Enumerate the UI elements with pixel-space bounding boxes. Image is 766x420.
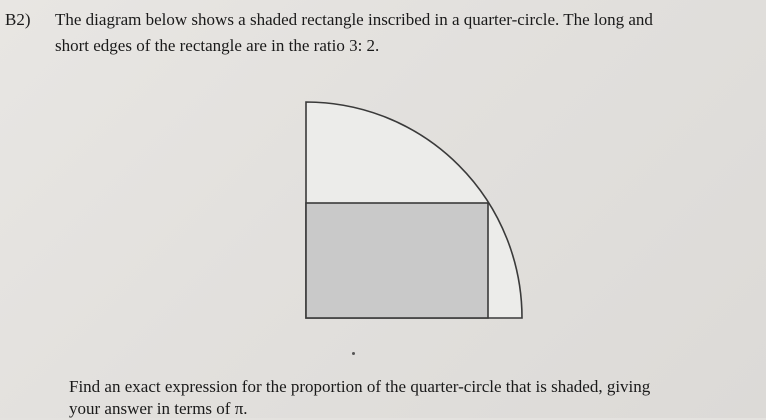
quarter-circle-diagram: [300, 96, 530, 326]
question-text: [55, 7, 760, 59]
question-line-2: short edges of the rectangle are in the ratio 3: 2.: [55, 36, 380, 55]
instruction-text: [69, 376, 759, 420]
shaded-rectangle: [306, 203, 488, 318]
question-line-1: The diagram below shows a shaded rectangle inscribed in a quarter-circle. The long and: [55, 10, 653, 29]
speck-mark: [352, 352, 355, 355]
question-number: B2): [5, 10, 31, 29]
instruction-line-1: Find an exact expression for the proportion of the quarter-circle that is shaded, giving: [69, 377, 651, 396]
diagram-svg: [300, 96, 530, 326]
instruction-line-2: your answer in terms of π.: [69, 399, 248, 418]
